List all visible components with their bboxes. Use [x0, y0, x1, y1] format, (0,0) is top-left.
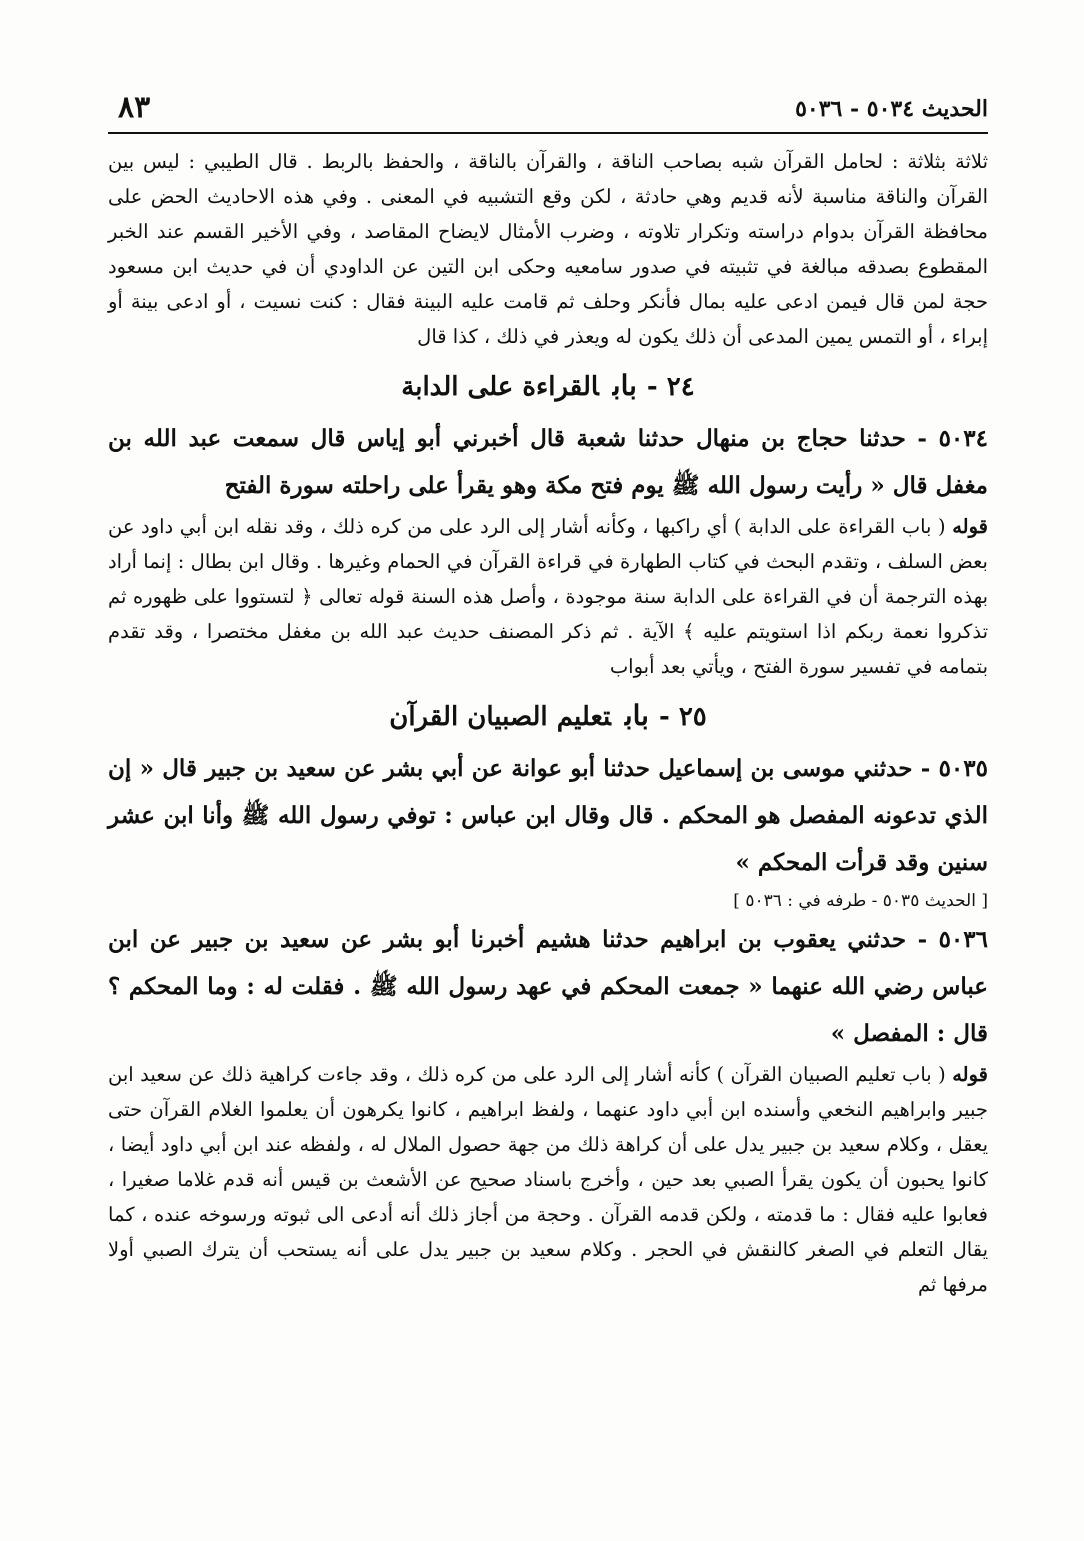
chapter-title: تعليم الصبيان القرآن: [389, 702, 611, 732]
chapter-heading-24: [108, 366, 988, 407]
chapter-bab-label: باب: [624, 699, 649, 732]
chapter-bab-label: باب: [612, 369, 637, 402]
chapter-number: ٢٥ -: [658, 702, 707, 732]
hadith-5036: ٥٠٣٦ - حدثني يعقوب بن ابراهيم حدثنا هشيم أخبرنا أبو بشر عن سعيد بن جبير عن ابن عباس رضي الله عنهما « جمعت المحكم في عهد رسول الله ﷺ . فقلت له : وما المحكم ؟ قال : المفصل »: [108, 926, 988, 1047]
commentary-lead: قوله: [952, 1063, 988, 1086]
page-header: [108, 88, 988, 134]
cross-reference-5035: [ الحديث ٥٠٣٥ - طرفه في : ٥٠٣٦ ]: [733, 891, 988, 911]
chapter-title: القراءة على الدابة: [401, 372, 599, 402]
commentary-text: ( باب تعليم الصبيان القرآن ) كأنه أشار إلى الرد على من كره ذلك ، وقد جاءت كراهية ذلك عن سعيد ابن جبير وابراهيم النخعي وأسنده ابن أبي داود عنهما ، ولفظ ابراهيم ، كانوا يكرهون أن يعلموا الغلام القرآن حتى يعقل ، وكلام سعيد بن جبير يدل على أن كراهة ذلك من جهة حصول الملال له ، ولفظه عند ابن أبي داود أيضا ، كانوا يحبون أن يكون يقرأ الصبي بعد حين ، وأخرج باسناد صحيح عن الأشعث بن قيس أنه قدم غلاما صغيرا ، فعابوا عليه فقال : ما قدمته ، ولكن قدمه القرآن . وحجة من أجاز ذلك أنه أدعى الى ثبوته ورسوخه عنده ، كما يقال التعلم في الصغر كالنقش في الحجر . وكلام سعيد بن جبير يدل على أنه يستحب أن يترك الصبي أولا مرفها ثم: [108, 1063, 988, 1296]
page-number: ٨٣: [118, 90, 151, 125]
hadith-5035: ٥٠٣٥ - حدثني موسى بن إسماعيل حدثنا أبو عوانة عن أبي بشر عن سعيد بن جبير قال « إن الذي تدعونه المفصل هو المحكم . قال وقال ابن عباس : توفي رسول الله ﷺ وأنا ابن عشر سنين وقد قرأت المحكم »: [108, 755, 988, 876]
commentary-chapter-25: [108, 1057, 988, 1302]
commentary-lead: قوله: [952, 515, 988, 538]
hadith-5034: ٥٠٣٤ - حدثنا حجاج بن منهال حدثنا شعبة قال أخبرني أبو إياس قال سمعت عبد الله بن مغفل قال « رأيت رسول الله ﷺ يوم فتح مكة وهو يقرأ على راحلته سورة الفتح: [108, 425, 988, 499]
chapter-number: ٢٤ -: [646, 372, 695, 402]
running-title: الحديث ٥٠٣٤ - ٥٠٣٦: [795, 96, 988, 122]
commentary-chapter-24: [108, 509, 988, 684]
paragraph-opening: ثلاثة بثلاثة : لحامل القرآن شبه بصاحب الناقة ، والقرآن بالناقة ، والحفظ بالربط . قال الطيبي : ليس بين القرآن والناقة مناسبة لأنه قديم وهي حادثة ، لكن وقع التشبيه في المعنى . وفي هذه الاحاديث الحض على محافظة القرآن بدوام دراسته وتكرار تلاوته ، وضرب الأمثال لايضاح المقاصد ، وفي الأخير القسم عند الخبر المقطوع بصدقه مبالغة في تثبيته في صدور سامعيه وحكى ابن التين عن الداودي أن في حديث ابن مسعود حجة لمن قال فيمن ادعى عليه بمال فأنكر وحلف ثم قامت عليه البينة فقال : كنت نسيت ، أو ادعى بينة أو إبراء ، أو التمس يمين المدعى أن ذلك يكون له ويعذر في ذلك ، كذا قال: [108, 150, 988, 348]
chapter-heading-25: [108, 696, 988, 737]
book-page: [108, 88, 988, 1302]
commentary-text: ( باب القراءة على الدابة ) أي راكبها ، وكأنه أشار إلى الرد على من كره ذلك ، وقد نقله ابن أبي داود عن بعض السلف ، وتقدم البحث في كتاب الطهارة في قراءة القرآن في الحمام وغيرها . وقال ابن بطال : إنما أراد بهذه الترجمة أن في القراءة على الدابة سنة موجودة ، وأصل هذه السنة قوله تعالى ﴿ لتستووا على ظهوره ثم تذكروا نعمة ربكم اذا استويتم عليه ﴾ الآية . ثم ذكر المصنف حديث عبد الله بن مغفل مختصرا ، وقد تقدم بتمامه في تفسير سورة الفتح ، ويأتي بعد أبواب: [108, 515, 988, 678]
